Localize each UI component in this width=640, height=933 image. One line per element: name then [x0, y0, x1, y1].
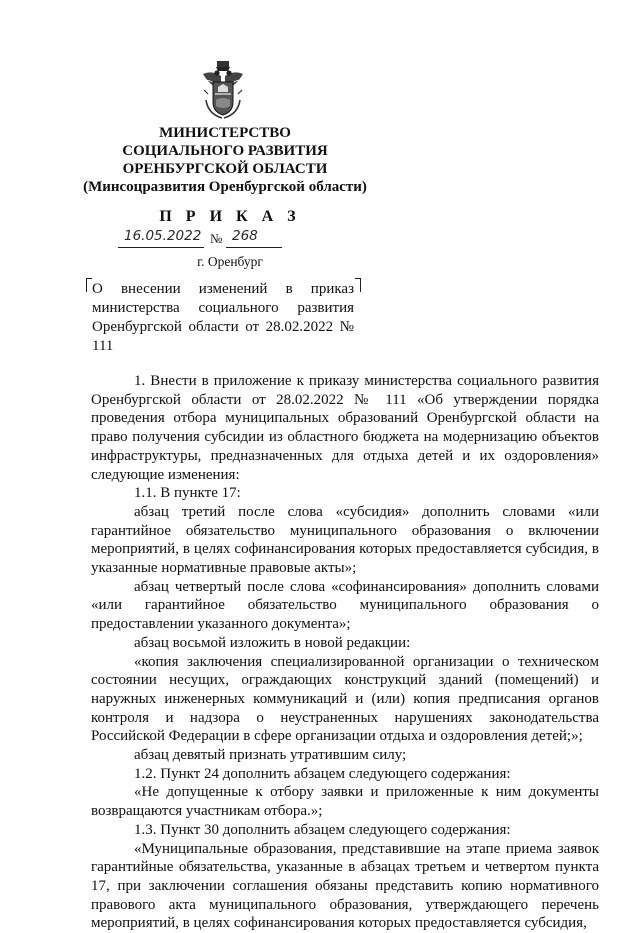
paragraph: 1. Внести в приложение к приказу министерства социального развития Оренбургской области от 28.02.2022 № 111 «Об утверждении порядка проведения отбора муниципальных образований Оренбургской области на право получения субсидии из областного бюджета на модернизацию объектов инфраструктуры, предназначенных для отдыха детей и их оздоровления» следующие изменения: [91, 373, 599, 483]
subject-bracket-right [355, 278, 361, 292]
ministry-name-line-2: СОЦИАЛЬНОГО РАЗВИТИЯ [122, 143, 328, 159]
ministry-name-line-1: МИНИСТЕРСТВО [159, 125, 291, 141]
paragraph: 1.2. Пункт 24 дополнить абзацем следующего содержания: [134, 765, 511, 782]
paragraph: 1.1. В пункте 17: [134, 485, 241, 502]
order-subject: О внесении изменений в приказ министерства социального развития Оренбургской области от 28.02.2022 № 111 [92, 281, 354, 354]
paragraph: абзац восьмой изложить в новой редакции: [134, 634, 411, 651]
paragraph: 1.3. Пункт 30 дополнить абзацем следующего содержания: [134, 821, 511, 838]
paragraph: «Не допущенные к отбору заявки и приложенные к ним документы возвращаются участникам отбора.»; [91, 784, 599, 820]
ministry-name-line-3: ОРЕНБУРГСКОЙ ОБЛАСТИ [122, 161, 328, 177]
paragraph: «копия заключения специализированной организации о техническом состоянии несущих, ограждающих конструкций зданий (помещений) и наружных инженерных коммуникаций и (или) копия предписания органов контроля и надзора о неустраненных нарушениях законодательства Российской Федерации в сфере организации отдыха и оздоровления детей;»; [91, 653, 599, 745]
paragraph: абзац третий после слова «субсидия» дополнить словами «или гарантийное обязательство муниципального образования о включении мероприятий, в целях софинансирования которых предоставляется субсидия, в указанные нормативные правовые акты»; [91, 503, 599, 577]
order-number: 268 [232, 228, 258, 244]
order-date: 16.05.2022 [124, 228, 202, 244]
number-underline [226, 247, 282, 248]
number-sign: № [210, 231, 223, 246]
paragraph: абзац четвертый после слова «софинансирования» дополнить словами «или гарантийное обязательство муниципального образования о предоставлении указанного документа»; [91, 578, 599, 633]
order-body [91, 372, 599, 933]
ministry-short-name: (Минсоцразвития Оренбургской области) [83, 179, 367, 195]
date-underline [118, 247, 204, 248]
orenburg-coat-of-arms-icon [200, 60, 246, 120]
document-title: П Р И К А З [159, 208, 301, 225]
order-number-line [118, 228, 288, 250]
paragraph: абзац девятый признать утратившим силу; [134, 747, 407, 764]
paragraph: «Муниципальные образования, представившие на этапе приема заявок гарантийные обязательства, указанные в абзацах третьем и четвертом пункта 17, при заключении соглашения обязаны представить копию нормативного правового акта муниципального образования, утверждающего перечень мероприятий, в целях софинансирования которых предоставляется субсидия, [91, 840, 599, 932]
city: г. Оренбург [197, 254, 263, 269]
